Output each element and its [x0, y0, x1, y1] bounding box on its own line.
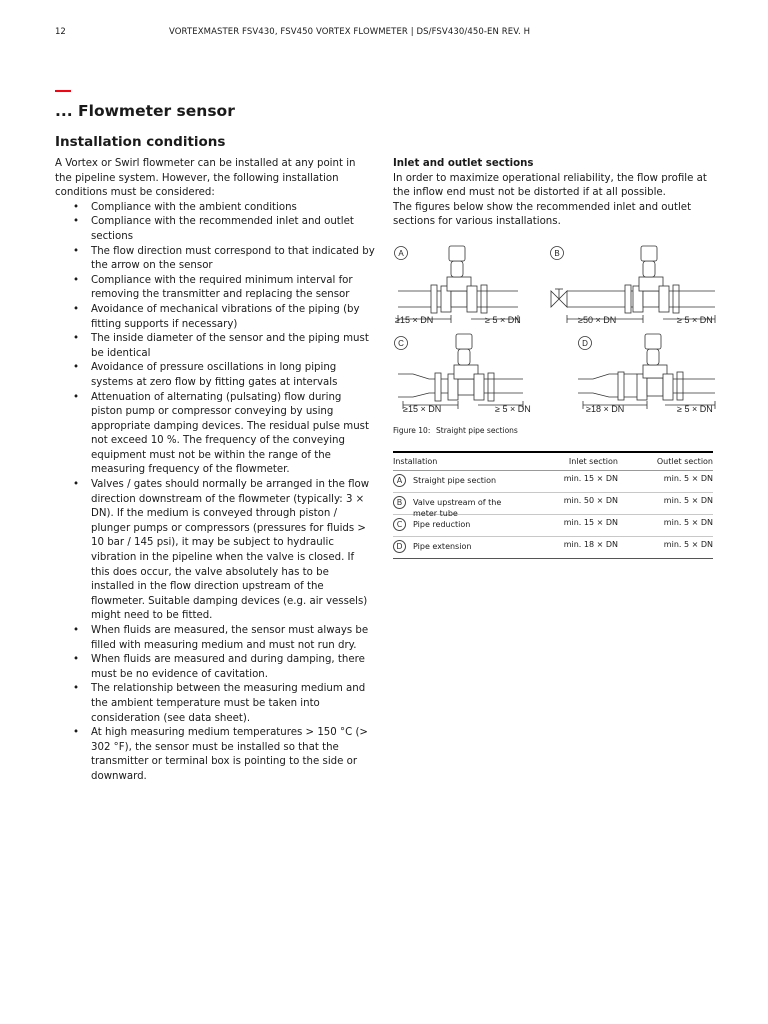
installation-conditions-text	[55, 157, 375, 785]
row-letter: D	[393, 540, 406, 553]
table-row	[393, 492, 713, 514]
row-letter: A	[393, 474, 406, 487]
list-item: • Compliance with the required minimum interval for removing the transmitter and replacing the sensor	[73, 274, 353, 301]
section-title: ... Flowmeter sensor	[55, 102, 235, 120]
inlet-cell: min. 15 × DN	[563, 473, 618, 483]
inlet-label: ≥15 × DN	[403, 404, 442, 414]
outlet-cell: min. 5 × DN	[663, 495, 713, 505]
list-item: • Compliance with the ambient conditions	[73, 201, 297, 213]
panel-c	[395, 334, 524, 409]
outlet-label: ≥ 5 × DN	[677, 315, 713, 325]
panel-letter: C	[398, 339, 404, 348]
installation-cell: Pipe reduction	[413, 519, 471, 529]
page-number: 12	[55, 27, 66, 37]
panel-letter: A	[398, 249, 404, 258]
accent-rule	[55, 90, 71, 92]
figure-caption-text: Straight pipe sections	[436, 426, 518, 435]
inlet-label: ≥18 × DN	[586, 404, 625, 414]
figure-caption	[393, 426, 518, 435]
table-row	[393, 514, 713, 536]
inlet-outlet-table	[393, 451, 713, 559]
inlet-label: ≥15 × DN	[395, 315, 434, 325]
outlet-cell: min. 5 × DN	[663, 473, 713, 483]
inlet-cell: min. 15 × DN	[563, 517, 618, 527]
list-item: • The flow direction must correspond to that indicated by the arrow on the sensor	[73, 245, 375, 272]
panel-d	[578, 334, 715, 409]
column-header: Installation	[393, 457, 438, 467]
list-item: • Valves / gates should normally be arranged in the flow direction downstream of the flowmeter (typically: 3 × DN). If the medium is conveyed through piston / plunger pumps or compressors (pressures for fluids > 10 bar / 145 psi), it may be subject to hydraulic vibration in the pipeline when the valve is closed. If this does occur, the valve absolutely has to be installed in the flow direction upstream of the flowmeter. Suitable damping devices (e.g. air vessels) might need to be fitted.	[73, 479, 370, 622]
inlet-outlet-paragraph: In order to maximize operational reliability, the flow profile at the inflow end must not be distorted if at all possible.	[393, 172, 707, 199]
list-item: • Avoidance of mechanical vibrations of the piping (by fitting supports if necessary)	[73, 303, 360, 330]
panel-b	[551, 246, 716, 323]
inlet-cell: min. 18 × DN	[563, 539, 618, 549]
inlet-outlet-paragraph: The figures below show the recommended inlet and outlet sections for various installations.	[393, 201, 692, 228]
installation-cell: Straight pipe section	[413, 475, 497, 485]
inlet-outlet-text	[393, 157, 718, 230]
conditions-list	[55, 201, 375, 785]
outlet-label: ≥ 5 × DN	[485, 315, 521, 325]
outlet-cell: min. 5 × DN	[663, 517, 713, 527]
list-item: • Compliance with the recommended inlet and outlet sections	[73, 216, 354, 242]
pipe-sections-diagram	[393, 241, 718, 421]
outlet-cell: min. 5 × DN	[663, 539, 713, 549]
list-item: • The inside diameter of the sensor and the piping must be identical	[73, 333, 369, 359]
figure-number: Figure 10:	[393, 426, 431, 435]
column-header: Outlet section	[656, 457, 713, 467]
table-row	[393, 536, 713, 558]
list-item: • When fluids are measured, the sensor must always be filled with measuring medium and must not run dry.	[73, 625, 369, 651]
row-letter: C	[393, 518, 406, 531]
panel-letter: B	[554, 249, 560, 258]
panel-a	[395, 246, 519, 323]
inlet-outlet-heading: Inlet and outlet sections	[393, 158, 534, 169]
column-header: Inlet section	[568, 457, 618, 467]
list-item: • When fluids are measured and during damping, there must be no evidence of cavitation.	[73, 654, 365, 680]
subsection-title: Installation conditions	[55, 134, 226, 150]
intro-paragraph: A Vortex or Swirl flowmeter can be installed at any point in the pipeline system. However, the following installation conditions must be considered:	[55, 158, 356, 199]
installation-cell: Valve upstream of the meter tube	[413, 497, 502, 518]
inlet-label: ≥50 × DN	[578, 315, 617, 325]
outlet-label: ≥ 5 × DN	[495, 404, 531, 414]
table-header-row	[393, 452, 713, 470]
list-item: • At high measuring medium temperatures > 150 °C (> 302 °F), the sensor must be installed so that the transmitter or terminal box is pointing to the side or downward.	[73, 727, 368, 782]
table-row	[393, 470, 713, 492]
outlet-label: ≥ 5 × DN	[677, 404, 713, 414]
list-item: • Avoidance of pressure oscillations in long piping systems at zero flow by fitting gates at intervals	[73, 362, 338, 388]
list-item: • The relationship between the measuring medium and the ambient temperature must be taken into consideration (see data sheet).	[73, 683, 366, 724]
panel-letter: D	[582, 339, 588, 348]
document-header: VORTEXMASTER FSV430, FSV450 VORTEX FLOWMETER | DS/FSV430/450-EN REV. H	[169, 27, 531, 37]
inlet-cell: min. 50 × DN	[563, 495, 618, 505]
list-item: • Attenuation of alternating (pulsating) flow during piston pump or compressor conveying by using appropriate damping devices. The residual pulse must not exceed 10 %. The frequency of the conveying equipment must not be within the range of the measuring frequency of the flowmeter.	[73, 391, 369, 476]
row-letter: B	[393, 496, 406, 509]
installation-cell: Pipe extension	[413, 541, 472, 551]
